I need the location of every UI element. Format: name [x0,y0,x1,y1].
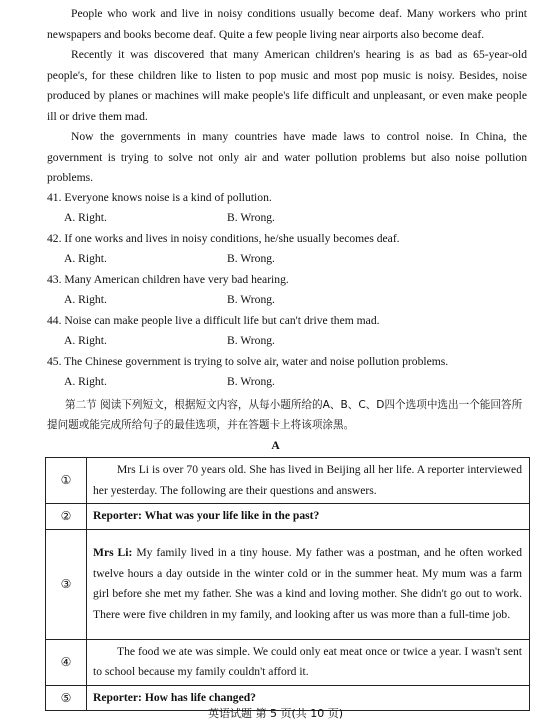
question-text: How has life changed? [144,690,256,704]
row-text [87,504,530,530]
row-number: ④ [46,639,87,685]
table-row [46,639,530,685]
option-a-45: A. Right. [64,375,107,388]
option-b-43: B. Wrong. [227,293,275,306]
option-a-43: A. Right. [64,293,107,306]
page-footer: 英语试题 第 5 页(共 10 页) [207,707,344,720]
row-text: Mrs Li is over 70 years old. She has lived in Beijing all her life. A reporter interviewed her yesterday. The following are their questions and answers. [87,458,530,504]
row-number: ⑤ [46,685,87,711]
option-b-41: B. Wrong. [227,211,275,224]
passage-paragraph-1: People who work and live in noisy conditions usually become deaf. Many workers who print newspapers and books become deaf. Quite a few people living near airports also become deaf. [47,7,527,41]
row-number: ② [46,504,87,530]
speaker-label: Mrs Li: [93,546,133,559]
question-44: 44. Noise can make people live a difficult life but can't drive them mad. [47,314,380,327]
table-row [46,504,530,530]
question-43: 43. Many American children have very bad hearing. [47,273,289,286]
row-number: ③ [46,529,87,639]
option-a-44: A. Right. [64,334,107,347]
row-number: ① [46,458,87,504]
passage-paragraph-3: Now the governments in many countries have made laws to control noise. In China, the government is trying to solve not only air and water pollution problems but also noise pollution problems. [47,130,527,184]
question-42: 42. If one works and lives in noisy conditions, he/she usually becomes deaf. [47,232,400,245]
row-text: The food we ate was simple. We could only eat meat once or twice a year. I wasn't sent to school because my family couldn't afford it. [87,639,530,685]
table-row [46,529,530,639]
passage-paragraph-2: Recently it was discovered that many American children's hearing is as bad as 65-year-old people's, for these children like to listen to pop music and most pop music is noisy. Besides, noise produced by planes or machines will make people's life difficult and unpleasant, or even make people ill or drive them mad. [47,48,527,123]
speaker-label: Reporter: [93,690,142,704]
speaker-label: Reporter: [93,509,142,522]
table-row [46,458,530,504]
answer-text: My family lived in a tiny house. My father was a postman, and he often worked twelve hours a day outside in the winter cold or in the summer heat. My mum was a farm girl before she met my father. She was a kind and loving mother. She didn't go out to work. There were five children in my family, and looking after us was more than a full-time job. [93,546,522,621]
section-label-a: A [271,439,280,452]
option-b-42: B. Wrong. [227,252,275,265]
interview-table [45,457,530,711]
row-text [87,529,530,639]
question-41: 41. Everyone knows noise is a kind of pollution. [47,191,272,204]
question-45: 45. The Chinese government is trying to solve air, water and noise pollution problems. [47,355,449,368]
question-text: What was your life like in the past? [144,509,320,522]
option-b-44: B. Wrong. [227,334,275,347]
option-b-45: B. Wrong. [227,375,275,388]
option-a-42: A. Right. [64,252,107,265]
option-a-41: A. Right. [64,211,107,224]
section-2-instruction: 第二节 阅读下列短文，根据短文内容，从每小题所给的A、B、C、D四个选项中选出一个能回答所提问题或能完成所给句子的最佳选项，并在答题卡上将该项涂黑。 [47,399,523,431]
